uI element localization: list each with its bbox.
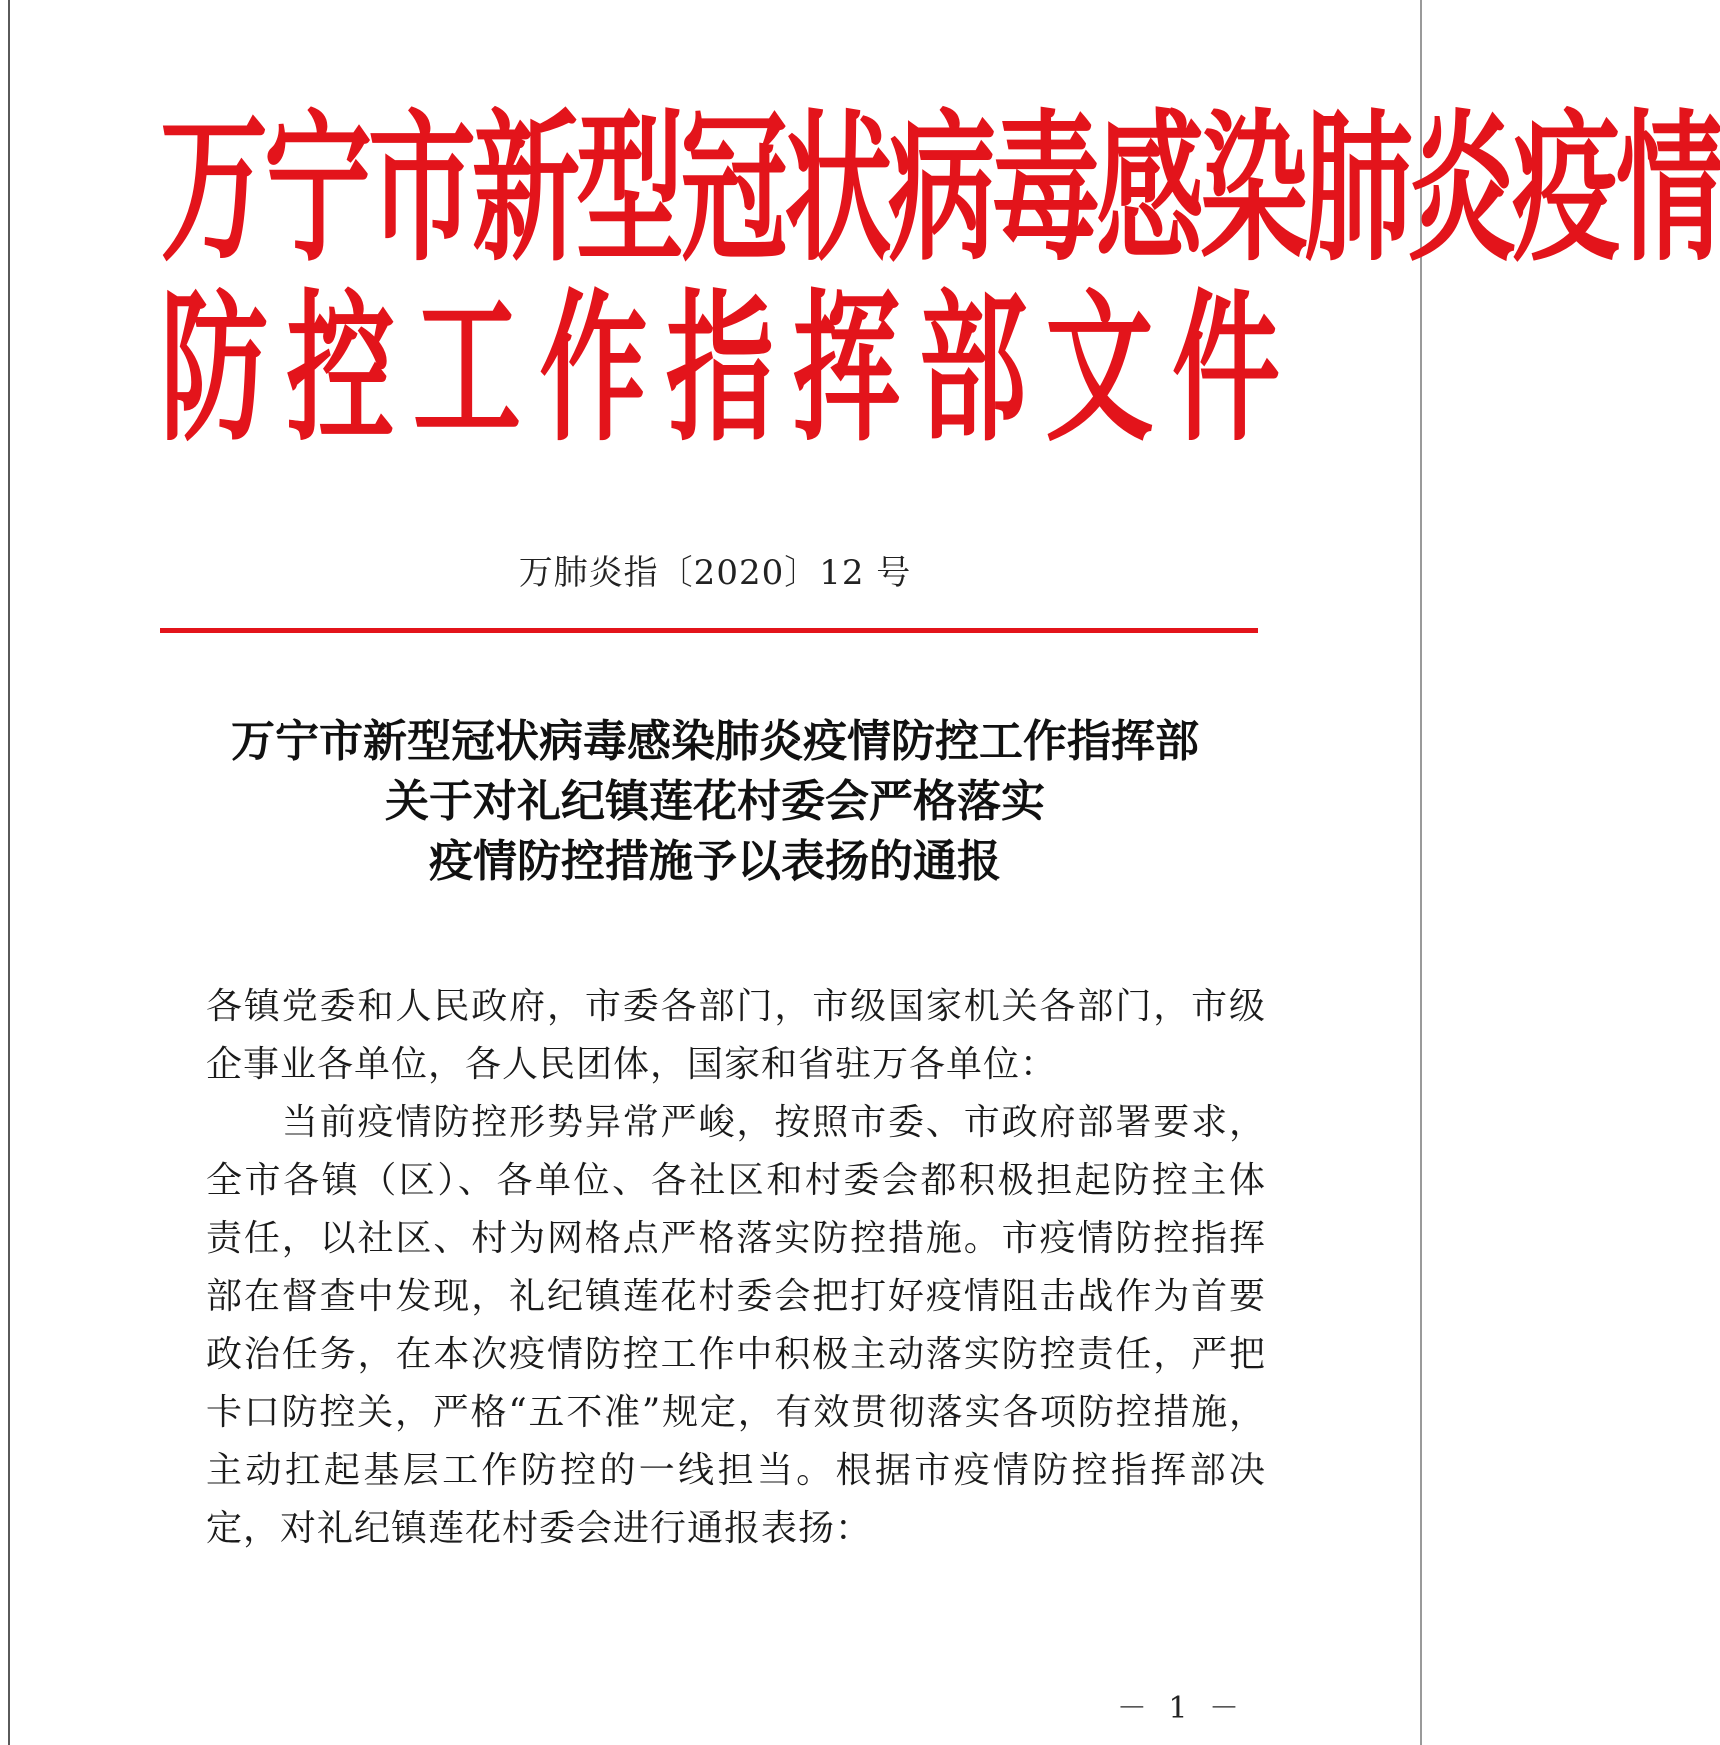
header-title-line-2: 防控工作指挥部文件: [160, 276, 1280, 464]
body-line: 各镇党委和人民政府，市委各部门，市级国家机关各部门，市级: [206, 986, 1266, 1027]
notice-title: [10, 712, 1420, 892]
body-line: 政治任务，在本次疫情防控工作中积极主动落实防控责任，严把: [206, 1334, 1266, 1375]
body-line: 当前疫情防控形势异常严峻，按照市委、市政府部署要求，: [206, 1102, 1266, 1143]
body-line: 卡口防控关，严格“五不准”规定，有效贯彻落实各项防控措施，: [206, 1392, 1266, 1433]
notice-title-line: 万宁市新型冠状病毒感染肺炎疫情防控工作指挥部: [231, 716, 1199, 767]
page-number: － 1 －: [1116, 1691, 1245, 1726]
body-line: 责任，以社区、村为网格点严格落实防控措施。市疫情防控指挥: [206, 1218, 1266, 1259]
notice-title-line: 关于对礼纪镇莲花村委会严格落实: [385, 776, 1045, 827]
body-line: 主动扛起基层工作防控的一线担当。根据市疫情防控指挥部决: [206, 1450, 1266, 1491]
red-divider-line: [160, 628, 1258, 633]
header-title-line-1: 万宁市新型冠状病毒感染肺炎疫情: [160, 96, 1720, 284]
notice-body: [206, 978, 1266, 1558]
document-page: [8, 0, 1720, 1745]
notice-title-line: 疫情防控措施予以表扬的通报: [429, 836, 1001, 887]
body-line: 部在督查中发现，礼纪镇莲花村委会把打好疫情阻击战作为首要: [206, 1276, 1266, 1317]
body-line: 全市各镇（区）、各单位、各社区和村委会都积极担起防控主体: [206, 1160, 1266, 1201]
body-line: 定，对礼纪镇莲花村委会进行通报表扬：: [206, 1508, 873, 1549]
body-line: 企事业各单位，各人民团体，国家和省驻万各单位：: [206, 1044, 1058, 1085]
document-number: 万肺炎指〔2020〕12 号: [518, 553, 912, 593]
